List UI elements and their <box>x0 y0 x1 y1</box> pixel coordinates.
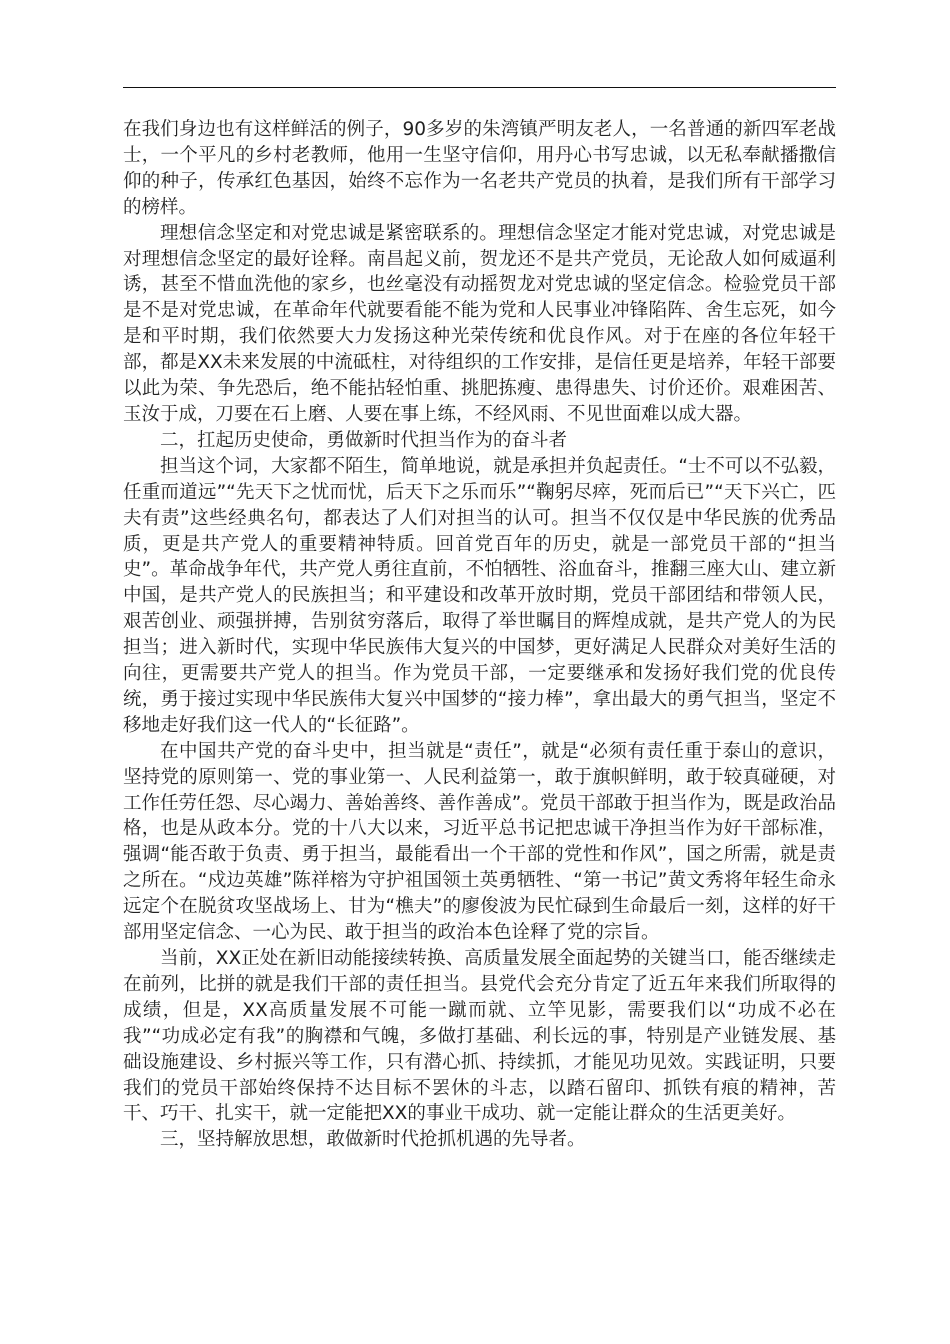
paragraph-ideals-loyalty: 理想信念坚定和对党忠诚是紧密联系的。理想信念坚定才能对党忠诚，对党忠诚是对理想信念坚定的最好诠释。南昌起义前，贺龙还不是共产党员，无论敌人如何威逼利诱，甚至不惜血洗他的家乡，也丝毫没有动摇贺龙对党忠诚的坚定信念。检验党员干部是不是对党忠诚，在革命年代就要看能不能为党和人民事业冲锋陷阵、舍生忘死，如今是和平时期，我们依然要大力发扬这种光荣传统和优良作风。对于在座的各位年轻干部，都是XX未来发展的中流砥柱，对待组织的工作安排，是信任更是培养，年轻干部要以此为荣、争先恐后，绝不能拈轻怕重、挑肥拣瘦、患得患失、讨价还价。艰难困苦、玉汝于成，刀要在石上磨、人要在事上练，不经风雨、不见世面难以成大器。 <box>123 222 836 425</box>
paragraph-example: 在我们身边也有这样鲜活的例子，90多岁的朱湾镇严明友老人，一名普通的新四军老战士，一个平凡的乡村老教师，他用一生坚守信仰，用丹心书写忠诚，以无私奉献播撒信仰的种子，传承红色基因，始终不忘作为一名老共产党员的执着，是我们所有干部学习的榜样。 <box>123 119 836 218</box>
header-divider <box>123 87 836 88</box>
section-heading-three: 三，坚持解放思想，敢做新时代抢抓机遇的先导者。 <box>160 1129 586 1151</box>
paragraph-current-situation: 当前，XX正处在新旧动能接续转换、高质量发展全面起势的关键当口，能否继续走在前列，比拼的就是我们干部的责任担当。县党代会充分肯定了近五年来我们所取得的成绩，但是，XX高质量发展不可能一蹴而就、立竿见影，需要我们以“功成不必在我”“功成必定有我”的胸襟和气魄，多做打基础、利长远的事，特别是产业链发展、基础设施建设、乡村振兴等工作，只有潜心抓、持续抓，才能见功见效。实践证明，只要我们的党员干部始终保持不达目标不罢休的斗志，以踏石留印、抓铁有痕的精神，苦干、巧干、扎实干，就一定能把XX的事业干成功、就一定能让群众的生活更美好。 <box>123 948 836 1125</box>
section-heading-two: 二，扛起历史使命，勇做新时代担当作为的奋斗者 <box>160 429 568 451</box>
paragraph-party-history: 在中国共产党的奋斗史中，担当就是“责任”，就是“必须有责任重于泰山的意识，坚持党的原则第一、党的事业第一、人民利益第一，敢于旗帜鲜明，敢于较真碰硬，对工作任劳任怨、尽心竭力、善始善终、善作善成”。党员干部敢于担当作为，既是政治品格，也是从政本分。党的十八大以来，习近平总书记把忠诚干净担当作为好干部标准，强调“能否敢于负责、勇于担当，最能看出一个干部的党性和作风”，国之所需，就是责之所在。“戍边英雄”陈祥榕为守护祖国领土英勇牺牲、“第一书记”黄文秀将年轻生命永远定个在脱贫攻坚战场上、甘为“樵夫”的廖俊波为民忙碌到生命最后一刻，这样的好干部用坚定信念、一心为民、敢于担当的政治本色诠释了党的宗旨。 <box>123 740 836 944</box>
paragraph-responsibility: 担当这个词，大家都不陌生，简单地说，就是承担并负起责任。“士不可以不弘毅，任重而道远”“先天下之忧而忧，后天下之乐而乐”“鞠躬尽瘁，死而后已”“天下兴亡，匹夫有责”这些经典名句，都表达了人们对担当的认可。担当不仅仅是中华民族的优秀品质，更是共产党人的重要精神特质。回首党百年的历史，就是一部党员干部的“担当史”。革命战争年代，共产党人勇往直前，不怕牺牲、浴血奋斗，推翻三座大山、建立新中国，是共产党人的民族担当；和平建设和改革开放时期，党员干部团结和带领人民，艰苦创业、顽强拼搏，告别贫穷落后，取得了举世瞩目的辉煌成就，是共产党人的为民担当；进入新时代，实现中华民族伟大复兴的中国梦，更好满足人民群众对美好生活的向往，更需要共产党人的担当。作为党员干部，一定要继承和发扬好我们党的优良传统，勇于接过实现中华民族伟大复兴中国梦的“接力棒”，拿出最大的勇气担当，坚定不移地走好我们这一代人的“长征路”。 <box>123 455 836 736</box>
document-body <box>123 117 836 1153</box>
